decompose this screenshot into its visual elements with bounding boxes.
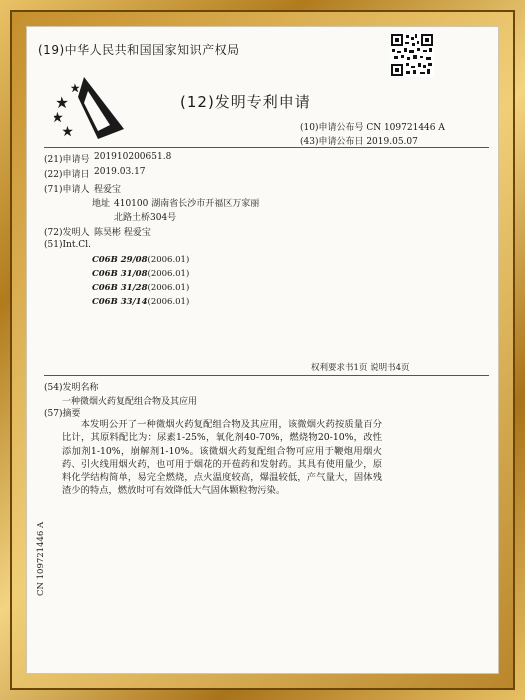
mid-divider <box>44 375 489 376</box>
side-publication-number: CN 109721446 A <box>36 521 46 596</box>
header-divider <box>44 147 489 148</box>
publication-date: (43)申请公布日 2019.05.07 <box>300 137 418 147</box>
title-label: (54)发明名称 <box>44 383 99 393</box>
document-type: (12)发明专利申请 <box>180 93 311 111</box>
application-date: 2019.03.17 <box>94 167 146 177</box>
invention-title: 一种微烟火药复配组合物及其应用 <box>62 397 198 407</box>
ipc-entry: C06B 33/14(2006.01) <box>92 297 190 307</box>
qr-code-icon <box>390 33 434 77</box>
application-number-label: (21)申请号 <box>44 155 90 165</box>
ipc-entry: C06B 31/08(2006.01) <box>92 269 190 279</box>
address-line-1: 410100 湖南省长沙市开福区万家丽 <box>114 199 260 209</box>
address-label: 地址 <box>92 199 111 209</box>
publication-number: (10)申请公布号 CN 109721446 A <box>300 123 445 133</box>
application-date-label: (22)申请日 <box>44 170 90 180</box>
application-number: 201910200651.8 <box>94 152 172 162</box>
issuing-office: (19)中华人民共和国国家知识产权局 <box>38 43 240 57</box>
applicant-label: (71)申请人 <box>44 185 90 195</box>
ipc-entry: C06B 29/08(2006.01) <box>92 255 190 265</box>
inventor-label: (72)发明人 <box>44 228 90 238</box>
abstract-text: 本发明公开了一种微烟火药复配组合物及其应用，该微烟火药按质量百分比计，其原料配比为：尿素1-25%，氧化剂40-70%，燃烧物20-10%，改性添加剂1-10%，崩解剂1-10%。该微烟火药复配组合物可应用于鞭炮用烟火药、引火线用烟火药，也可用于烟花的开苞药和发射药。其具有使用量少，原料化学结构简单，易完全燃烧，点火温度较高，爆温较低，产气量大，固体残渣少的特点，燃放时可有效降低大气固体颗粒物污染。 <box>62 419 382 497</box>
ipc-entry: C06B 31/28(2006.01) <box>92 283 190 293</box>
address-line-2: 北路土桥304号 <box>114 213 177 223</box>
abstract-label: (57)摘要 <box>44 409 81 419</box>
ipc-label: (51)Int.Cl. <box>44 240 91 250</box>
applicant-name: 程爱宝 <box>94 185 122 195</box>
cnipa-emblem-icon <box>54 77 124 143</box>
page-count: 权利要求书1页 说明书4页 <box>311 363 410 373</box>
inventor-names: 陈昊彬 程爱宝 <box>94 228 151 238</box>
